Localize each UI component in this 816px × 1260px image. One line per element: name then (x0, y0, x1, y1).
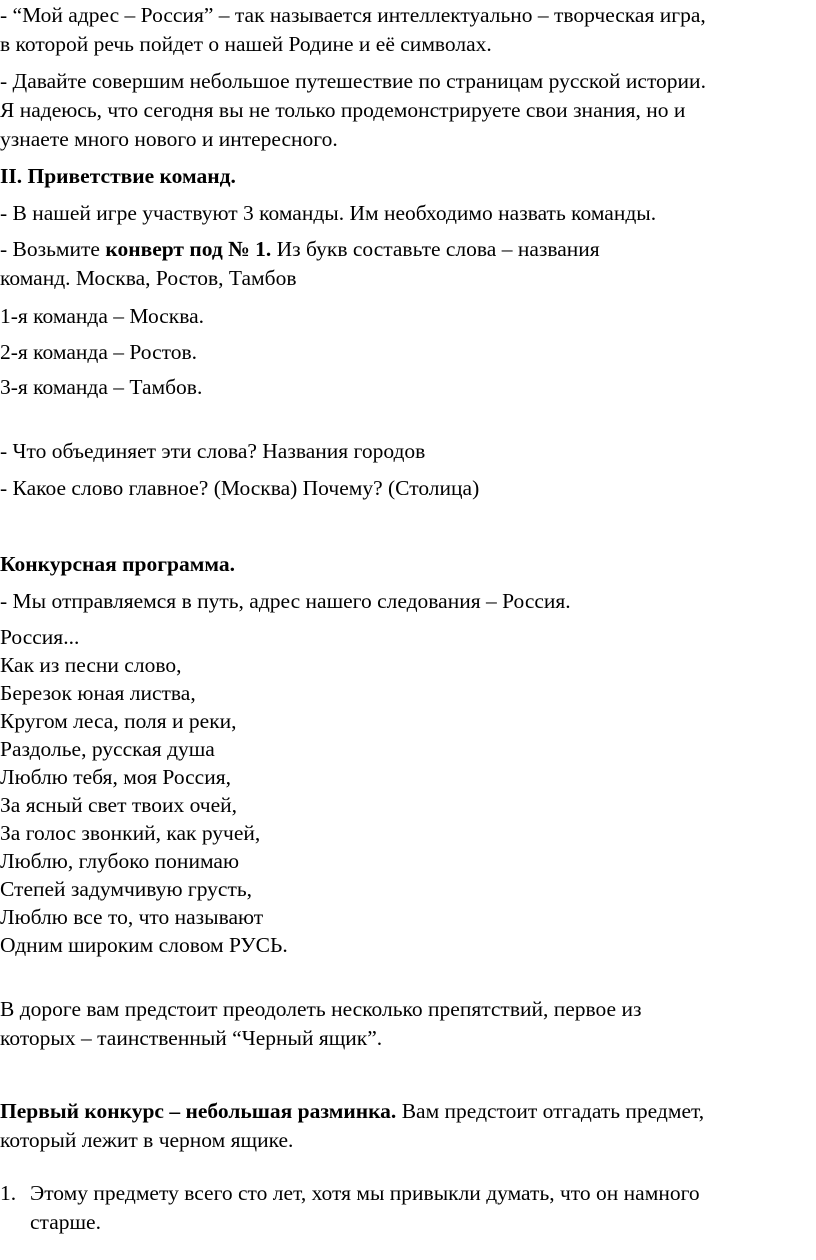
teams-text: - В нашей игре участвуют 3 команды. Им необходимо назвать команды. (0, 201, 657, 225)
list-number: 1. (0, 1181, 17, 1205)
team-2-line (0, 338, 808, 367)
poem-line: Как из песни слово, (0, 653, 182, 677)
heading-text: Конкурсная программа. (0, 552, 235, 576)
team-2-text: 2-я команда – Ростов. (0, 340, 197, 364)
obstacles-line: В дороге вам предстоит преодолеть несколько препятствий, первое из (0, 997, 642, 1021)
intro-line: - “Мой адрес – Россия” – так называется интеллектуально – творческая игра, (0, 3, 706, 27)
poem-line: Одним широким словом РУСЬ. (0, 933, 288, 957)
poem-line: Березок юная листва, (0, 681, 196, 705)
team-1-line (0, 302, 808, 331)
team-3-line (0, 373, 808, 402)
list-item-text (30, 1179, 810, 1237)
intro-line: в которой речь пойдет о нашей Родине и её символах. (0, 32, 492, 56)
first-contest-paragraph (0, 1097, 808, 1155)
list-line: Этому предмету всего сто лет, хотя мы привыкли думать, что он намного (30, 1181, 700, 1205)
poem-line: За ясный свет твоих очей, (0, 793, 238, 817)
first-contest-bold: Первый конкурс – небольшая разминка. (0, 1099, 397, 1123)
intro-line: - Давайте совершим небольшое путешествие по страницам русской истории. (0, 69, 706, 93)
poem-line: Раздолье, русская душа (0, 737, 215, 761)
envelope-paragraph (0, 235, 808, 293)
intro-paragraph-2 (0, 67, 808, 154)
poem (0, 623, 808, 959)
obstacles-paragraph (0, 995, 808, 1053)
intro-paragraph-1 (0, 1, 808, 59)
question-1-text: - Что объединяет эти слова? Названия городов (0, 439, 426, 463)
intro-line: Я надеюсь, что сегодня вы не только продемонстрируете свои знания, но и (0, 98, 686, 122)
intro-line: узнаете много нового и интересного. (0, 127, 338, 151)
poem-line: Россия... (0, 625, 80, 649)
route-paragraph (0, 587, 808, 616)
first-contest-rest: Вам предстоит отгадать предмет, (396, 1099, 705, 1123)
envelope-prefix: - Возьмите (0, 237, 106, 261)
section-heading-contest (0, 550, 808, 579)
envelope-bold: конверт под № 1. (105, 237, 272, 261)
obstacles-line: которых – таинственный “Черный ящик”. (0, 1026, 383, 1050)
heading-text: II. Приветствие команд. (0, 164, 236, 188)
poem-line: Степей задумчивую грусть, (0, 877, 253, 901)
list-item (0, 1179, 808, 1239)
poem-line: Кругом леса, поля и реки, (0, 709, 237, 733)
section-heading-greeting (0, 162, 808, 191)
poem-line: Люблю все то, что называют (0, 905, 264, 929)
team-1-text: 1-я команда – Москва. (0, 304, 204, 328)
poem-line: Люблю, глубоко понимаю (0, 849, 240, 873)
question-1-line (0, 437, 808, 466)
route-text: - Мы отправляемся в путь, адрес нашего следования – Россия. (0, 589, 571, 613)
envelope-suffix: Из букв составьте слова – названия (271, 237, 600, 261)
poem-line: За голос звонкий, как ручей, (0, 821, 261, 845)
question-2-line (0, 474, 808, 503)
question-2-text: - Какое слово главное? (Москва) Почему? (Столица) (0, 476, 480, 500)
list-line: старше. (30, 1210, 101, 1234)
teams-paragraph (0, 199, 808, 228)
team-3-text: 3-я команда – Тамбов. (0, 375, 203, 399)
envelope-line-2: команд. Москва, Ростов, Тамбов (0, 266, 297, 290)
poem-line: Люблю тебя, моя Россия, (0, 765, 231, 789)
first-contest-line-2: который лежит в черном ящике. (0, 1128, 294, 1152)
